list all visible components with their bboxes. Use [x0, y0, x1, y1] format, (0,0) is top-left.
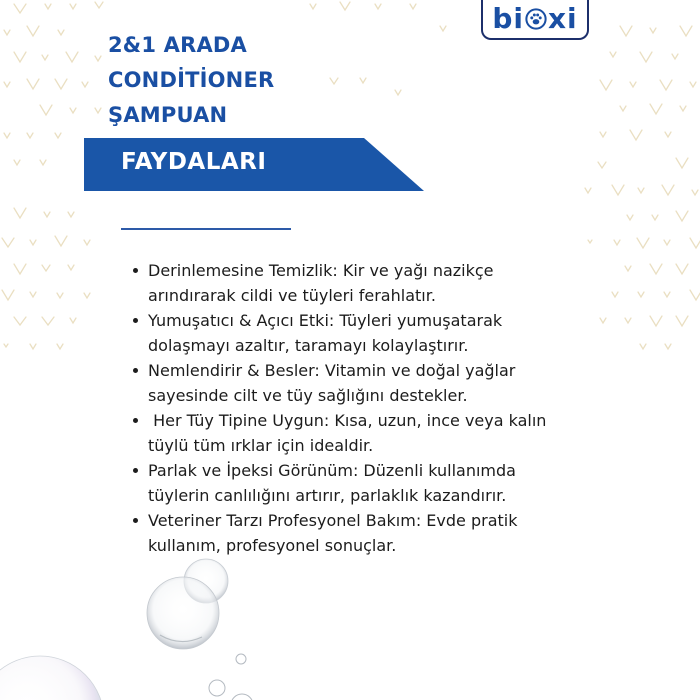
benefit-item: Yumuşatıcı & Açıcı Etki: Tüyleri yumuşatarak dolaşmayı azaltır, taramayı kolaylaştırır.	[130, 308, 580, 358]
heading-divider	[121, 228, 291, 230]
paw-icon	[525, 8, 547, 30]
soap-bubbles	[0, 540, 320, 700]
logo-text-right: xi	[547, 2, 578, 35]
benefit-item: Derinlemesine Temizlik: Kir ve yağı nazikçe arındırarak cildi ve tüyleri ferahlatır.	[130, 258, 580, 308]
title-line-2: CONDİTİONER	[108, 68, 275, 92]
title-line-3: ŞAMPUAN	[108, 103, 228, 127]
benefit-item: Her Tüy Tipine Uygun: Kısa, uzun, ince veya kalın tüylü tüm ırklar için idealdir.	[130, 408, 580, 458]
benefit-item: Nemlendirir & Besler: Vitamin ve doğal yağlar sayesinde cilt ve tüy sağlığını destekler.	[130, 358, 580, 408]
brand-logo	[481, 0, 589, 40]
logo-text-left: bi	[492, 2, 524, 35]
section-heading: FAYDALARI	[121, 149, 267, 175]
section-banner	[84, 138, 424, 191]
benefit-item: Veteriner Tarzı Profesyonel Bakım: Evde pratik kullanım, profesyonel sonuçlar.	[130, 508, 580, 558]
product-title	[108, 28, 274, 133]
benefit-item: Parlak ve İpeksi Görünüm: Düzenli kullanımda tüylerin canlılığını artırır, parlaklık kazandırır.	[130, 458, 580, 508]
benefits-list	[130, 258, 580, 558]
title-line-1: 2&1 ARADA	[108, 33, 248, 57]
